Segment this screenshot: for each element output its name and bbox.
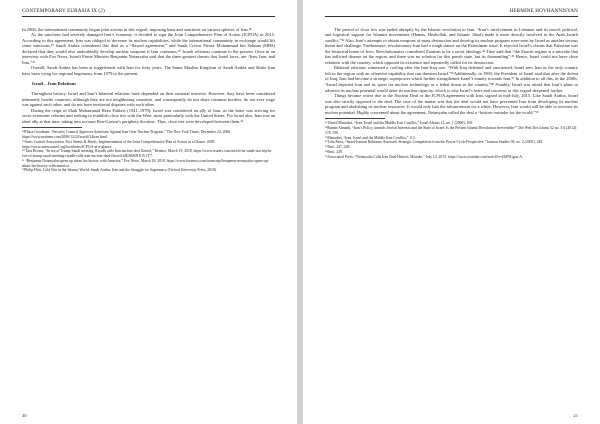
page-number: 21 [573,413,578,418]
running-head [22,8,275,17]
page-body [22,27,275,125]
author-name: HERMINE HOVHANNISYAN [509,8,578,14]
paragraph: During the reign of Shah Mohammad Reza Pahlavi (1941–1979), Israel was considered an ally of Iran, as the latter was striving for socio-economic reforms and seeking to establish close ties with the West, most particularly with the United States. For Israel also, Iran was an ideal ally at that time, taking into account Ben-Gurion’s periphery doctrine. Thus, close ties were developed between them.³² [22,107,275,124]
footnote: ³⁸Ibid., 249. [325,149,343,154]
paragraph: Throughout history, Israel and Iran’s bilateral relations have depended on their national interests. However, they have been considered inherently hostile countries, although they are not neighboring countries, and consequently do not share common borders, do not ever wage war against each other, and do not have territorial disputes with each other. [22,90,275,108]
paragraph: Overall, Saudi Arabia has been at loggerheads with Iran for forty years. The Sunni Muslim Kingdom of Saudi Arabia and Shiite Iran have been vying for regional hegemony from 1979 to the present. [22,65,275,76]
section-heading: Israel – Iran Relations [32,81,77,87]
footnote-divider [325,118,385,119]
footnote: ³³ David Menashri, “Iran, Israel and the Middle East Conflict,” Israel Affairs 12, no. 1 (2006): 109. [325,121,474,126]
running-head [325,8,578,17]
footnote: ³⁷Ibid., 247–248. [325,145,351,149]
journal-title: CONTEMPORARY EURASIA IX (2) [22,8,105,14]
footnote-link[interactable]: https://www.armscontrol.org/factsheets/JCPOA-at-a-glance. [22,144,113,149]
footnote: ³¹ “Benjamin Netanyahu opens up about his history with America,” Fox News, March 18, 2018, https://www.foxnews.com/transcript/benjamin-netanyahu-opens-up-about-his-history-with-america. [22,158,270,168]
paragraph: Things became worse due to the Nuclear Deal or the JCPOA agreement with Iran, signed in mid-July, 2015. Like Saudi Arabia, Israel was also strictly opposed to the deal. The crux of the matter was that the deal would not have prevented Iran from developing its nuclear program and abolishing its nuclear resources. It would only halt the advancement for a while. However, Iran would still be able to increase its nuclear potential. Highly concerned about the agreement, Netanyahu called the deal a “historic mistake for the world.”³⁹ [325,93,578,115]
paragraph: In 2006, the international community began joint actions in this regard, imposing bans and sanctions on various spheres of Iran.²⁸ [22,26,252,32]
footnote: ²⁸Elissa Goodman, “Security Council Approves Sanctions Against Iran Over Nuclear Program,” The New York Times, December 24, 2006, [22,130,232,135]
page-number: 20 [22,413,27,418]
paragraph: As the sanctions had severely damaged Iran’s economy, it decided to sign the Joint Comprehensive Plan of Action (JCPOA) in 2015. According to this agreement, Iran was obliged to decrease its nuclear capabilities, while the international community in exchange would lift some sanctions.²⁹ Saudi Arabia considered this deal as a “flawed agreement,” and Saudi Crown Prince Mohammad bin Salman (MBS) declared that they would also undoubtedly develop nuclear weapons if Iran continues.³⁰ Israeli relations continue to the present. Once in an interview with Fox News, Israeli Prime Minister Benjamin Netanyahu said that the three greatest threats that Israel faces, are “Iran, Iran, and Iran.”³¹ [22,32,275,65]
footnote-link[interactable]: https://www.nytimes.com/2006/12/24/world/24iran.html. [22,135,108,139]
footnote: ²⁹Arms Control Association, Fact Sheets & Briefs, Implementation of the Joint Comprehensive Plan of Action at a Glance, 2018, [22,139,216,144]
footnote: ³⁹Associated Press, “Netanyahu Calls Iran Deal Historic Mistake,” July 14, 2015, https://www.youtube.com/watch?v=jKF9Ggcn-A. [325,154,524,159]
footnote-divider [22,127,82,128]
paragraph: The period of close ties was ended abruptly by the Islamic revolution in Iran. “Iran’s involvement in Lebanon and its moral, political, and logistical support for Islamist movements (Hamas, Hezbollah, and Islamic Jihad) made it more directly involved in the Arab–Israeli conflict.”³³ Also, Iran’s attempts to obtain weapons of mass destruction and develop its nuclear program were seen by Israel as another serious threat and challenge. Furthermore, revolutionary Iran had a tough stance on the Palestinian issue. It rejected Israel’s claims that Palestine was the historical home of Jews. Revolutionaries considered Zionism to be a racist ideology.³⁴ They said that “the Zionist regime is a microbe that has inflicted disease on the region, and there was no solution for this parish state, but its dismantling”.³⁵ Hence, Israel could not have close relations with the country, which opposed its existence and repeatedly called for its destruction. [325,26,578,65]
right-page [303,0,600,424]
footnote: ³²Philip Hitti, Cold War in the Islamic World: Saudi Arabia, Iran and the Struggle for Supremacy (Oxford University Press, 2018). [22,168,217,173]
footnotes [325,121,578,159]
page-body [325,27,578,116]
footnote: ³⁰ Tara Brown, “In era of Trump-Saudi meeting, Riyadh calls Iran nuclear deal flawed,” Reuters, March 19, 2018, https://www.reuters.com/article/us-saudi-usa-trip/in-eve-of-trump-saudi-meeting-riyadh-calls-iran-nuclear-deal-flawed-idUSKBN1GV1Y7. [22,149,273,158]
footnote: ³⁵Menashri, “Iran, Israel and the Middle East Conflict,” 113. [325,135,416,140]
footnote: ³⁴Ramin Ahmadi, “Iran’s Policy towards Jewish Interests and the State of Israel: Is the Present Islamic Revolution Irreversible?” Die Welt Des Islams 52 no. 3/4 (2012): 178–190. [325,126,578,135]
left-page [0,0,297,424]
paragraph: Bilateral relations witnessed a cooling after the Iran-Iraq war: “With Iraq defeated and sanctioned, Israel sees Iran as the only country left in the region with an offensive capability that can threaten Israel.”³⁶Additionally, in 1993, the President of Israel said that after the defeat of Iraq, Iran had become a strategic superpower which further strengthened Israel’s enmity towards Iran.³⁷ In addition to all this, in the 2000s, “Israel depicted Iran and its quest for nuclear technology as a lethal threat to the country.”³⁸ Notably, Israel was afraid that Iran’s plans to advance its nuclear potential would deter its nuclear capacity, which is why Israel’s fears and concerns in this regard deepened further. [325,65,578,93]
footnotes [22,130,275,173]
footnote: ³⁶Trita Parsi, “Israel-Iranian Relations Assessed: Strategic Competition from the Power Cycle Perspective,” Iranian Studies 38, no. 2 (2005): 249. [325,140,544,145]
